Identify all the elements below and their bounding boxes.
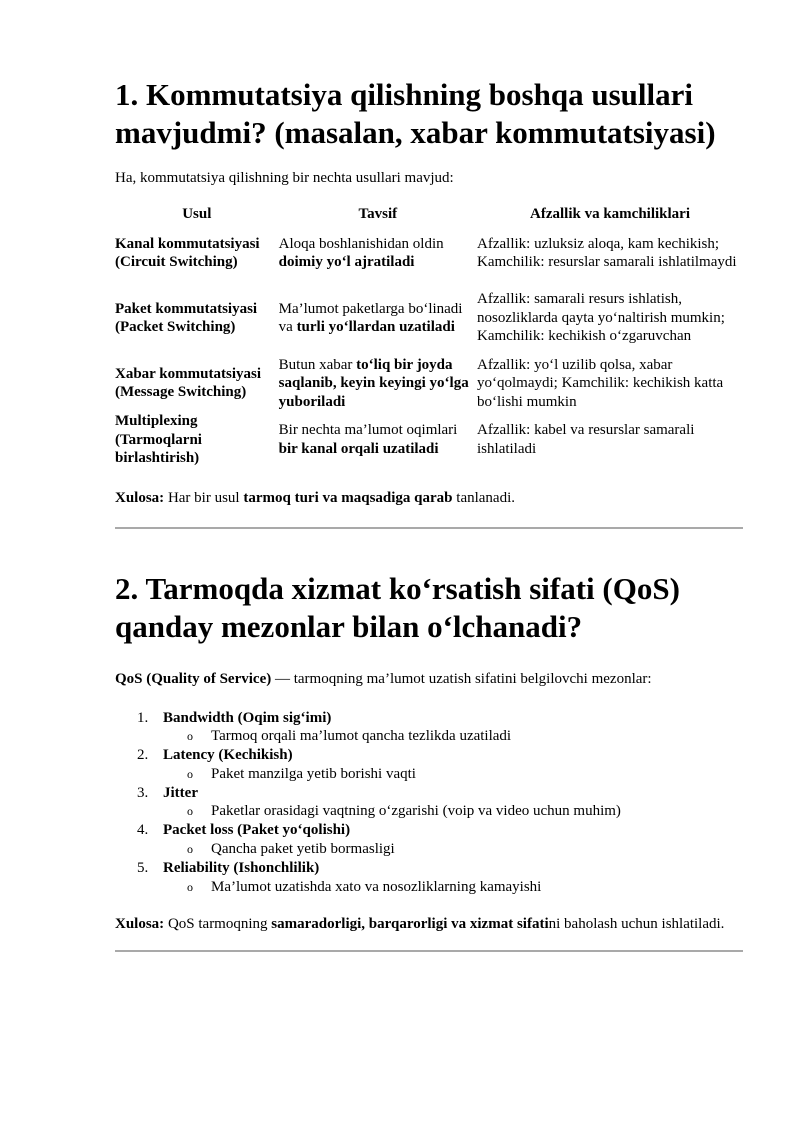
bullet-icon: o	[187, 879, 193, 894]
description-text: Ma’lumot paketlarga bo‘linadi va	[278, 300, 463, 335]
sub-list	[163, 840, 743, 859]
description-bold: bir kanal orqali uzatiladi	[278, 440, 439, 457]
conclusion-text: QoS tarmoqning	[164, 916, 272, 933]
description-text: Butun xabar	[278, 356, 357, 373]
method-description	[279, 356, 477, 413]
document-content	[115, 76, 743, 952]
description-bold: turli yo‘llardan uzatiladi	[296, 319, 455, 335]
section-1-conclusion	[115, 489, 743, 508]
qos-definition: — tarmoqning ma’lumot uzatish sifatini belgilovchi mezonlar:	[271, 670, 652, 687]
list-item	[115, 746, 743, 784]
header-afzallik: Afzallik va kamchiliklari	[530, 206, 691, 222]
conclusion-label: Xulosa:	[115, 916, 165, 933]
header-tavsif: Tavsif	[358, 206, 398, 222]
sub-list-item	[163, 765, 743, 784]
method-name-line: Xabar kommutatsiyasi	[115, 365, 261, 382]
list-number: 1.	[137, 709, 149, 726]
sub-list-item	[163, 802, 743, 821]
list-item	[115, 859, 743, 897]
criterion-name: Latency (Kechikish)	[163, 747, 293, 764]
criterion-name: Packet loss (Paket yo‘qolishi)	[163, 822, 351, 839]
method-name	[115, 226, 279, 282]
sub-list	[163, 878, 743, 897]
header-usul: Usul	[182, 206, 212, 222]
method-name-line: (Circuit Switching)	[115, 254, 238, 270]
criterion-description: Paket manzilga yetib borishi vaqti	[211, 765, 416, 782]
bullet-icon: o	[187, 804, 193, 819]
method-name	[115, 282, 279, 356]
method-pros-cons: Afzallik: samarali resurs ishlatish, nosozliklarda qayta yo‘naltirish mumkin; Kamchilik: kechikish o‘zgaruvchan	[477, 291, 725, 345]
list-number: 2.	[137, 747, 149, 764]
method-name-line: (Packet Switching)	[115, 319, 236, 335]
sub-list	[163, 802, 743, 821]
criterion-description: Tarmoq orqali ma’lumot qancha tezlikda uzatiladi	[211, 728, 512, 745]
switching-methods-table	[115, 205, 743, 469]
list-number: 4.	[137, 822, 149, 839]
conclusion-bold: samaradorligi, barqarorligi va xizmat sifati	[271, 916, 549, 933]
method-pros-cons: Afzallik: kabel va resurslar samarali ishlatiladi	[477, 422, 695, 457]
sub-list	[163, 727, 743, 746]
bullet-icon: o	[187, 766, 193, 781]
section-1-intro: Ha, kommutatsiya qilishning bir nechta usullari mavjud:	[115, 170, 454, 186]
criterion-name: Bandwidth (Oqim sig‘imi)	[163, 709, 332, 726]
method-description	[279, 282, 477, 356]
method-name	[115, 356, 279, 413]
conclusion-text: Har bir usul	[164, 489, 244, 506]
criterion-description: Paketlar orasidagi vaqtning o‘zgarishi (voip va video uchun muhim)	[211, 803, 621, 820]
method-name-line: Kanal kommutatsiyasi	[115, 235, 260, 252]
conclusion-label: Xulosa:	[115, 489, 165, 506]
sub-list	[163, 765, 743, 784]
bullet-icon: o	[187, 842, 193, 857]
method-description	[279, 412, 477, 469]
method-description	[279, 226, 477, 282]
criterion-name: Reliability (Ishonchlilik)	[163, 859, 320, 876]
conclusion-text: tanlanadi.	[452, 489, 516, 506]
qos-criteria-list	[115, 709, 743, 897]
method-pros-cons: Afzallik: uzluksiz aloqa, kam kechikish; Kamchilik: resurslar samarali ishlatilmaydi	[477, 235, 737, 270]
description-bold: doimiy yo‘l ajratiladi	[278, 254, 415, 270]
section-divider	[115, 950, 743, 952]
section-divider	[115, 527, 743, 529]
table-row	[115, 282, 743, 356]
list-number: 3.	[137, 784, 149, 801]
criterion-description: Qancha paket yetib bormasligi	[211, 841, 395, 858]
description-text: Bir nechta ma’lumot oqimlari	[278, 422, 458, 439]
method-name-line: Multiplexing	[115, 413, 198, 429]
method-name	[115, 412, 279, 469]
method-name-line: (Tarmoqlarni birlashtirish)	[115, 431, 202, 466]
description-text: Aloqa boshlanishidan oldin	[278, 235, 444, 252]
method-pros-cons: Afzallik: yo‘l uzilib qolsa, xabar yo‘qolmaydi; Kamchilik: kechikish katta bo‘lishi mumkin	[477, 356, 724, 410]
table-header-row	[115, 205, 743, 226]
list-item	[115, 784, 743, 822]
sub-list-item	[163, 840, 743, 859]
table-row	[115, 356, 743, 413]
list-number: 5.	[137, 859, 149, 876]
list-item	[115, 821, 743, 859]
conclusion-bold: tarmoq turi va maqsadiga qarab	[243, 489, 453, 506]
qos-term: QoS (Quality of Service)	[115, 670, 272, 687]
list-item	[115, 709, 743, 747]
section-2-intro	[115, 670, 743, 689]
conclusion-text: ni baholash uchun ishlatiladi.	[548, 916, 725, 933]
criterion-description: Ma’lumot uzatishda xato va nosozliklarning kamayishi	[211, 878, 542, 895]
description-bold: to‘liq bir joyda saqlanib, keyin keyingi yo‘lga yuboriladi	[278, 356, 469, 410]
criterion-name: Jitter	[163, 784, 198, 801]
bullet-icon: o	[187, 729, 193, 744]
table-row	[115, 226, 743, 282]
section-2-conclusion	[115, 915, 743, 934]
method-name-line: Paket kommutatsiyasi	[115, 300, 258, 317]
sub-list-item	[163, 878, 743, 897]
method-name-line: (Message Switching)	[115, 384, 247, 401]
sub-list-item	[163, 727, 743, 746]
section-1-title: 1. Kommutatsiya qilishning boshqa usullari mavjudmi? (masalan, xabar kommutatsiyasi)	[115, 77, 716, 150]
table-row	[115, 412, 743, 469]
section-2-title: 2. Tarmoqda xizmat ko‘rsatish sifati (QoS) qanday mezonlar bilan o‘lchanadi?	[115, 570, 680, 644]
